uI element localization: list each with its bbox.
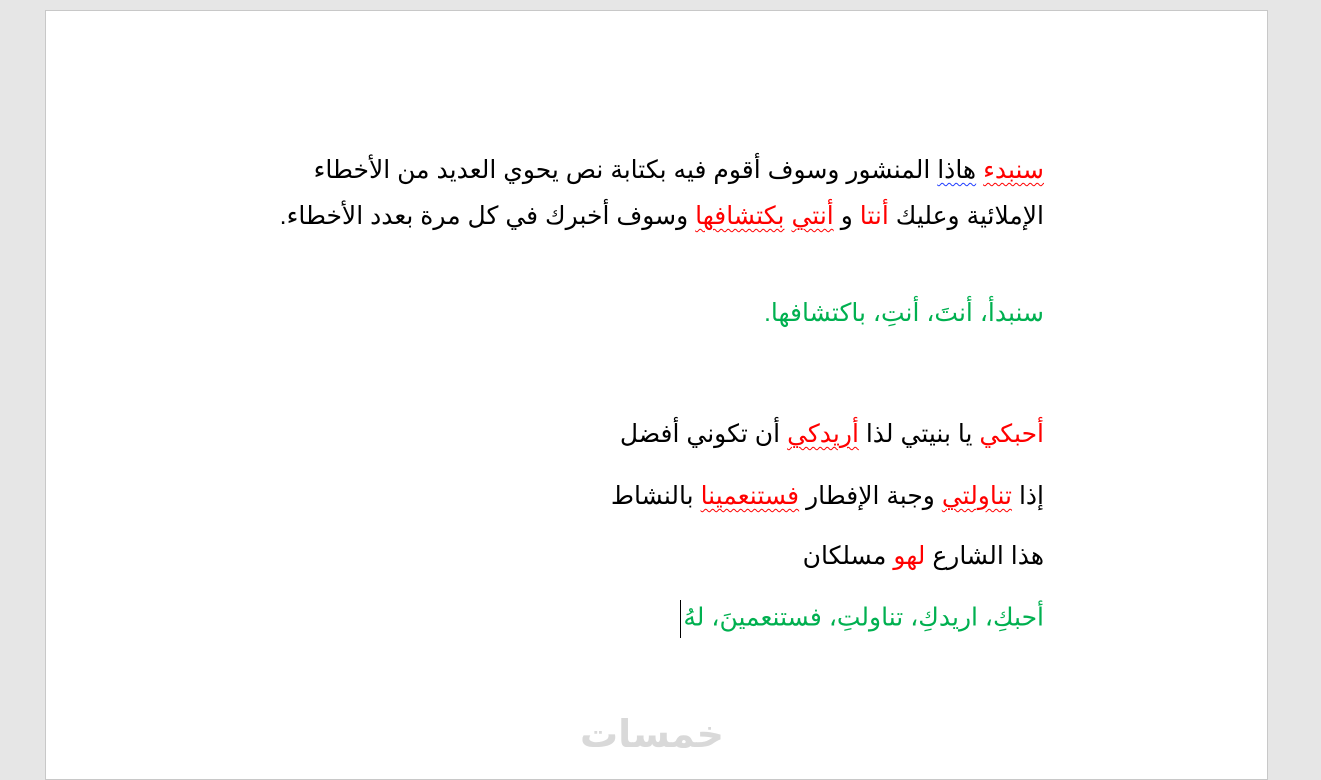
sentence-text: إذا xyxy=(1018,482,1044,510)
misspelled-word[interactable]: تناولتي xyxy=(941,482,1013,510)
sentence-line-2[interactable] xyxy=(230,418,1044,450)
misspelled-word[interactable]: بكتشافها xyxy=(695,202,785,230)
sentence-text: أن تكوني أفضل xyxy=(619,420,781,448)
paragraph-text: وسوف أخبرك في كل مرة بعدد الأخطاء. xyxy=(279,202,689,230)
sentence-line-3[interactable] xyxy=(230,480,1044,512)
sentence-text: بالنشاط xyxy=(610,482,694,510)
document-page xyxy=(45,10,1268,780)
paragraph-text: و xyxy=(840,202,853,230)
misspelled-word[interactable]: فستنعمينا xyxy=(700,482,800,510)
error-word: لهو xyxy=(893,542,926,570)
paragraph-text: المنشور وسوف أقوم فيه بكتابة نص يحوي العديد من الأخطاء الإملائية وعليك xyxy=(313,156,1044,230)
correction-text: سنبدأ، أنتَ، أنتِ، باكتشافها. xyxy=(763,299,1044,327)
misspelled-word[interactable]: سنبدء xyxy=(983,156,1044,184)
correction-line-2[interactable] xyxy=(230,600,1044,638)
paragraph-errors-1[interactable] xyxy=(230,147,1044,239)
text-cursor xyxy=(680,600,681,638)
misspelled-word[interactable]: أريدكي xyxy=(787,420,859,448)
sentence-text: مسلكان xyxy=(802,542,887,570)
watermark-logo: خمسات xyxy=(580,712,724,756)
grammar-flagged-word[interactable]: هاذا xyxy=(937,156,977,184)
error-word: أحبكي xyxy=(979,420,1044,448)
error-word: أنتا xyxy=(859,202,889,230)
correction-text: أحبكِ، اريدكِ، تناولتِ، فستنعمينَ، لهُ xyxy=(683,603,1044,632)
sentence-text: يا بنيتي لذا xyxy=(865,420,973,448)
correction-line-1[interactable] xyxy=(230,297,1044,329)
sentence-line-4[interactable] xyxy=(230,540,1044,572)
sentence-text: هذا الشارع xyxy=(932,542,1044,570)
misspelled-word[interactable]: أنتي xyxy=(791,202,834,230)
sentence-text: وجبة الإفطار xyxy=(806,482,935,510)
